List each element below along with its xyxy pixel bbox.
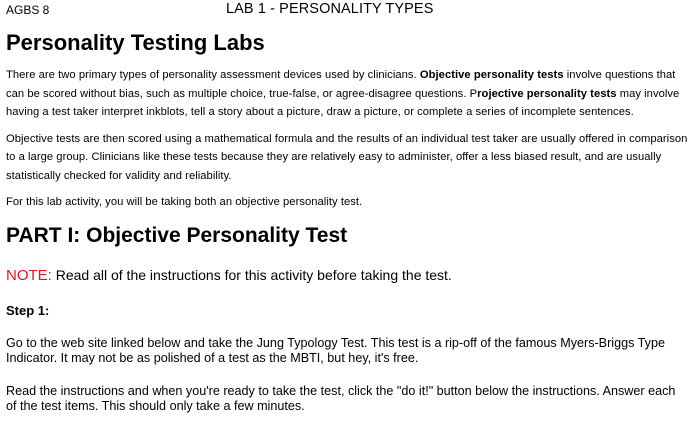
lab-header-title: LAB 1 - PERSONALITY TYPES	[226, 1, 434, 17]
step-1-paragraph-1: Go to the web site linked below and take the Jung Typology Test. This test is a rip-off of the famous Myers-Briggs Type Indicator. It may not be as polished of a test as the MBTI, but hey, it's free.	[6, 335, 665, 365]
step-1-paragraph-2: Read the instructions and when you're ready to take the test, click the "do it!" button below the instructions. Answer each of the test items. This should only take a few minutes.	[6, 383, 676, 413]
document-title: Personality Testing Labs	[6, 30, 265, 55]
intro-paragraph-1	[6, 66, 688, 122]
document-page	[6, 0, 688, 415]
part-1-heading: PART I: Objective Personality Test	[6, 223, 348, 247]
note-label: NOTE:	[6, 266, 52, 284]
intro-text-3: may involve having a test taker interpret inkblots, tell a story about a picture, draw a picture, or complete a series of incomplete sentences.	[6, 87, 680, 118]
projective-tests-term: rojective personality tests	[477, 87, 617, 100]
step-1-heading: Step 1:	[6, 302, 50, 318]
note-line	[6, 266, 688, 285]
course-code: AGBS 8	[6, 3, 50, 17]
intro-paragraph-3: For this lab activity, you will be taking both an objective personality test.	[6, 196, 363, 208]
intro-text-1: There are two primary types of personality assessment devices used by clinicians.	[6, 69, 420, 81]
page-header	[6, 0, 688, 22]
objective-tests-term: Objective personality tests	[419, 69, 564, 81]
intro-text-2: involve questions that can be scored without bias, such as multiple choice, true-false, or agree-disagree questions. P	[6, 69, 676, 100]
intro-paragraph-2: Objective tests are then scored using a mathematical formula and the results of an individual test taker are usually offered in comparison to a large group. Clinicians like these tests because they are relatively easy to administer, offer a less biased result, and are usually statistically checked for validity and reliability.	[6, 132, 688, 182]
note-text: Read all of the instructions for this activity before taking the test.	[51, 266, 452, 283]
